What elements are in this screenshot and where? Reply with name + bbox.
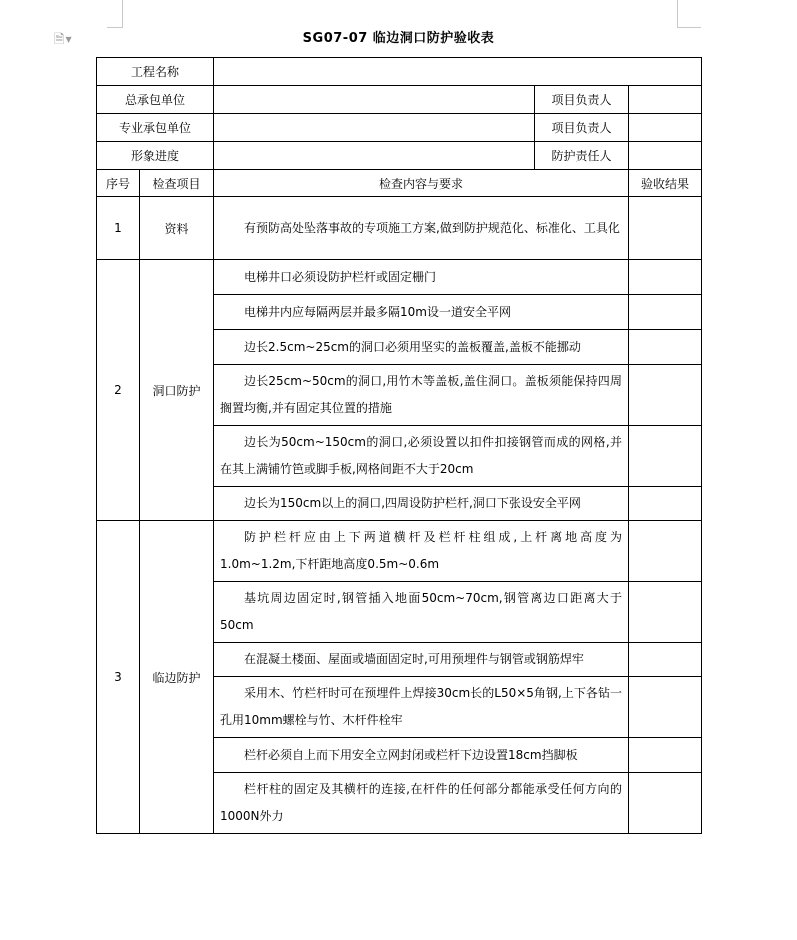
progress-value[interactable] [214, 142, 535, 170]
section-seq: 3 [97, 521, 140, 834]
result-cell[interactable] [629, 487, 702, 521]
requirement-text: 边长25cm~50cm的洞口,用竹木等盖板,盖住洞口。盖板须能保持四周搁置均衡,并有固定其位置的措施 [214, 365, 629, 426]
requirement-text: 采用木、竹栏杆时可在预埋件上焊接30cm长的L50×5角钢,上下各钻一孔用10mm螺栓与竹、木杆件栓牢 [214, 677, 629, 738]
project-manager-value[interactable] [629, 86, 702, 114]
page-corner-mark-top-right [677, 0, 701, 28]
result-cell[interactable] [629, 197, 702, 260]
result-cell[interactable] [629, 582, 702, 643]
result-cell[interactable] [629, 330, 702, 365]
result-cell[interactable] [629, 260, 702, 295]
header-content: 检查内容与要求 [214, 170, 629, 197]
result-cell[interactable] [629, 365, 702, 426]
header-item: 检查项目 [140, 170, 214, 197]
inspection-table [96, 57, 702, 834]
specialty-contractor-label: 专业承包单位 [97, 114, 214, 142]
project-manager-label: 项目负责人 [535, 86, 629, 114]
protection-manager-value[interactable] [629, 142, 702, 170]
requirement-text: 电梯井口必须设防护栏杆或固定栅门 [214, 260, 629, 295]
result-cell[interactable] [629, 295, 702, 330]
result-cell[interactable] [629, 677, 702, 738]
requirement-text: 边长为150cm以上的洞口,四周设防护栏杆,洞口下张设安全平网 [214, 487, 629, 521]
dropdown-arrow-icon: ▼ [65, 35, 72, 44]
section-item: 资料 [140, 197, 214, 260]
requirement-text: 基坑周边固定时,钢管插入地面50cm~70cm,钢管离边口距离大于50cm [214, 582, 629, 643]
progress-label: 形象进度 [97, 142, 214, 170]
result-cell[interactable] [629, 643, 702, 677]
info-row-general-contractor [97, 86, 702, 114]
result-cell[interactable] [629, 521, 702, 582]
requirement-text: 电梯井内应每隔两层并最多隔10m设一道安全平网 [214, 295, 629, 330]
section-item: 洞口防护 [140, 260, 214, 521]
protection-manager-label: 防护责任人 [535, 142, 629, 170]
section-seq: 2 [97, 260, 140, 521]
section-seq: 1 [97, 197, 140, 260]
project-name-label: 工程名称 [97, 58, 214, 86]
page-corner-mark-top-left [107, 0, 123, 28]
general-contractor-value[interactable] [214, 86, 535, 114]
document-title: SG07-07 临边洞口防护验收表 [302, 31, 495, 46]
requirement-text: 防护栏杆应由上下两道横杆及栏杆柱组成,上杆离地高度为1.0m~1.2m,下杆距地高度0.5m~0.6m [214, 521, 629, 582]
header-seq: 序号 [97, 170, 140, 197]
result-cell[interactable] [629, 426, 702, 487]
info-row-progress [97, 142, 702, 170]
info-row-specialty-contractor [97, 114, 702, 142]
requirement-text: 边长2.5cm~25cm的洞口必须用坚实的盖板覆盖,盖板不能挪动 [214, 330, 629, 365]
table-row [97, 521, 702, 582]
document-icon[interactable]: 🗎▼ [54, 32, 72, 48]
header-result: 验收结果 [629, 170, 702, 197]
info-row-project-name [97, 58, 702, 86]
result-cell[interactable] [629, 773, 702, 834]
requirement-text: 栏杆柱的固定及其横杆的连接,在杆件的任何部分都能承受任何方向的1000N外力 [214, 773, 629, 834]
general-contractor-label: 总承包单位 [97, 86, 214, 114]
requirement-text: 在混凝土楼面、屋面或墙面固定时,可用预埋件与钢管或钢筋焊牢 [214, 643, 629, 677]
requirement-text: 有预防高处坠落事故的专项施工方案,做到防护规范化、标准化、工具化 [214, 197, 629, 260]
project-manager-label: 项目负责人 [535, 114, 629, 142]
project-name-value[interactable] [214, 58, 702, 86]
table-header-row [97, 170, 702, 197]
project-manager-value[interactable] [629, 114, 702, 142]
section-item: 临边防护 [140, 521, 214, 834]
requirement-text: 栏杆必须自上而下用安全立网封闭或栏杆下边设置18cm挡脚板 [214, 738, 629, 773]
requirement-text: 边长为50cm~150cm的洞口,必须设置以扣件扣接钢管而成的网格,并在其上满铺竹笆或脚手板,网格间距不大于20cm [214, 426, 629, 487]
result-cell[interactable] [629, 738, 702, 773]
table-row [97, 197, 702, 260]
specialty-contractor-value[interactable] [214, 114, 535, 142]
table-row [97, 260, 702, 295]
